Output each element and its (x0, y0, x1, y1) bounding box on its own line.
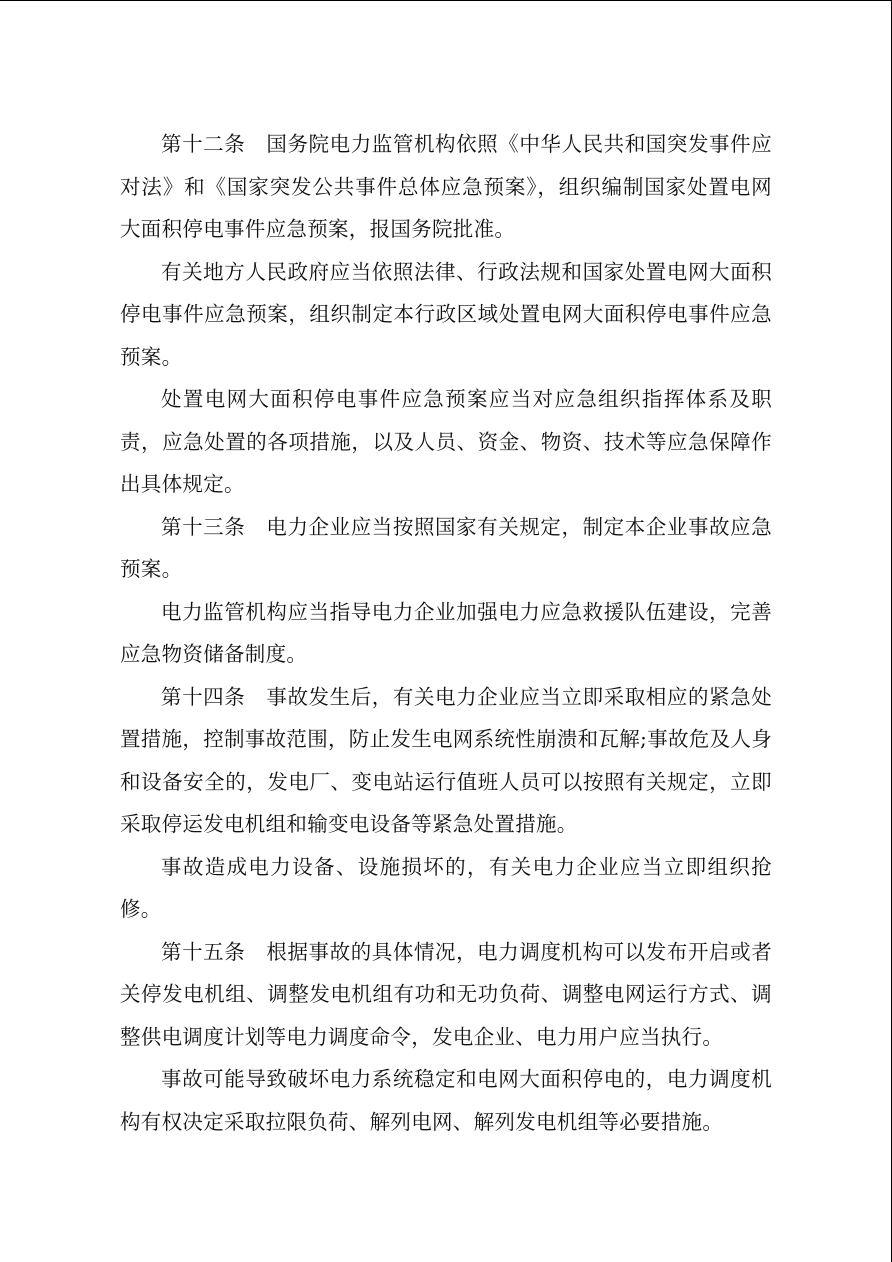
paragraph-dispatch-measures: 事故可能导致破坏电力系统稳定和电网大面积停电的，电力调度机构有权决定采取拉限负荷、解列电网、解列发电机组等必要措施。 (120, 1067, 772, 1134)
paragraph-article-13: 第十三条 电力企业应当按照国家有关规定，制定本企业事故应急预案。 (120, 514, 772, 581)
paragraph-article-12: 第十二条 国务院电力监管机构依照《中华人民共和国突发事件应对法》和《国家突发公共事件总体应急预案》，组织编制国家处置电网大面积停电事件应急预案，报国务院批准。 (120, 132, 772, 241)
paragraph-local-government-plan: 有关地方人民政府应当依照法律、行政法规和国家处置电网大面积停电事件应急预案，组织制定本行政区域处置电网大面积停电事件应急预案。 (120, 259, 772, 369)
page-top-border (0, 0, 892, 1)
paragraph-article-15: 第十五条 根据事故的具体情况，电力调度机构可以发布开启或者关停发电机组、调整发电机组有功和无功负荷、调整电网运行方式、调整供电调度计划等电力调度命令，发电企业、电力用户应当执行。 (120, 939, 772, 1049)
paragraph-article-14: 第十四条 事故发生后，有关电力企业应当立即采取相应的紧急处置措施，控制事故范围，防止发生电网系统性崩溃和瓦解;事故危及人身和设备安全的，发电厂、变电站运行值班人员可以按照有关规定，立即采取停运发电机组和输变电设备等紧急处置措施。 (120, 684, 773, 836)
paragraph-plan-requirements: 处置电网大面积停电事件应急预案应当对应急组织指挥体系及职责，应急处置的各项措施，以及人员、资金、物资、技术等应急保障作出具体规定。 (120, 387, 772, 496)
paragraph-repair: 事故造成电力设备、设施损坏的，有关电力企业应当立即组织抢修。 (120, 854, 772, 921)
document-body (120, 123, 772, 1143)
paragraph-rescue-team: 电力监管机构应当指导电力企业加强电力应急救援队伍建设，完善应急物资储备制度。 (120, 599, 772, 666)
